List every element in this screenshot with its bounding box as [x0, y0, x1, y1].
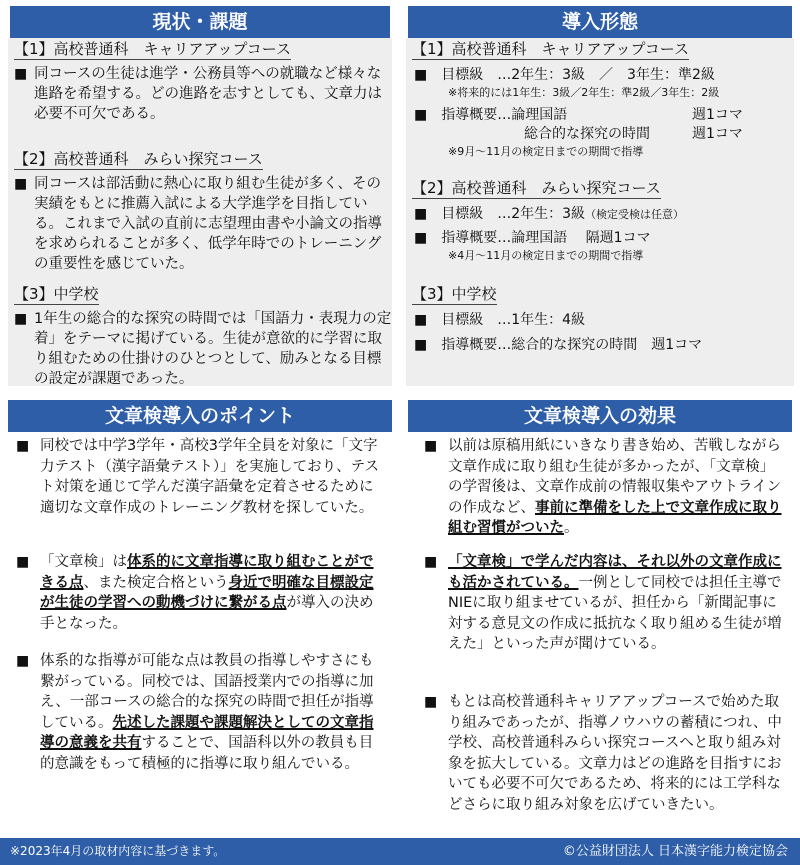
current-s1-text: ■ 同コースの生徒は進学・公務員等への就職など様々な進路を希望する。どの進路を志すとしても、文章力は必要不可欠である。 [14, 66, 382, 122]
form-s1-goal-note: ※将来的には1年生：3級／2年生：準2級／3年生：2級 [448, 86, 720, 99]
bullet-icon: ■ [424, 438, 438, 454]
form-s1-guide-b-time: 週1コマ [692, 126, 743, 142]
bullet-icon: ■ [14, 311, 28, 327]
bullet-icon: ■ [14, 66, 28, 82]
points-p3: ■ 体系的な指導が可能な点は教員の指導しやすさにも繋がっている。同校では、国語授業内での指導に加え、一部コースの総合的な探究の時間で担任が指導している。先述した課題や課題解決としての文章指導の意義を共有することで、国語科以外の教員も目的意識をもって積極的に指導に取り組んでいる。 [16, 653, 374, 772]
bullet-icon: ■ [414, 337, 428, 353]
current-s2-text: ■ 同コースは部活動に熱心に取り組む生徒が多く、その実績をもとに推薦入試による大学進学を目指している。これまで入試の直前に志望理由書や小論文の指導を求められることが多く、低学年時でのトレーニングの重要性を感じていた。 [14, 176, 382, 272]
points-header: 文章検導入のポイント [8, 400, 392, 432]
form-s3-title: 【3】中学校 [412, 285, 497, 303]
current-s3-title: 【3】中学校 [14, 285, 99, 303]
current-s3-text: ■ 1年生の総合的な探究の時間では「国語力・表現力の定着」をテーマに掲げている。生徒が意欲的に学習に取り組むための仕掛けのひとつとして、励みとなる目標の設定が課題であった。 [14, 311, 392, 387]
bullet-icon: ■ [16, 653, 30, 669]
form-s1-title: 【1】高校普通科 キャリアアップコース [412, 40, 689, 58]
bullet-icon: ■ [16, 438, 30, 454]
form-s3-goal: ■ 目標級 …1年生：4級 [414, 312, 586, 328]
form-panel [406, 38, 794, 386]
current-s1-title: 【1】高校普通科 キャリアアップコース [14, 40, 291, 58]
current-s2-title: 【2】高校普通科 みらい探究コース [14, 150, 263, 168]
points-p1: ■ 同校では中学3学年・高校3学年全員を対象に「文字力テスト（漢字語彙テスト）」を実施しており、テスト対策を通じて学んだ漢字語彙を定着させるために適切な文章作成のトレーニング教材を探していた。 [16, 438, 380, 516]
form-s2-guide: ■ 指導概要…論理国語 隔週1コマ [414, 230, 651, 246]
form-s1-guide-a-time: 週1コマ [692, 107, 743, 123]
bullet-icon: ■ [414, 107, 428, 123]
bullet-icon: ■ [424, 554, 438, 570]
footer-org: ©公益財団法人 日本漢字能力検定協会 [562, 844, 788, 859]
form-s2-title: 【2】高校普通科 みらい探究コース [412, 179, 661, 197]
bullet-icon: ■ [424, 694, 438, 710]
bullet-icon: ■ [414, 67, 428, 83]
form-s2-guide-note: ※4月～11月の検定日までの期間で指導 [448, 249, 644, 262]
form-s1-goal: ■ 目標級 …2年生：3級 ／ 3年生：準2級 [414, 67, 715, 83]
bullet-icon: ■ [414, 206, 428, 222]
footer-bar [0, 838, 800, 865]
effects-header: 文章検導入の効果 [408, 400, 792, 432]
footer-note: ※2023年4月の取材内容に基づきます。 [10, 844, 226, 858]
form-s2-goal: ■ 目標級 …2年生：3級（検定受検は任意） [414, 206, 685, 222]
bullet-icon: ■ [414, 312, 428, 328]
form-s1-guide-note: ※9月～11月の検定日までの期間で指導 [448, 145, 644, 158]
current-header: 現状・課題 [10, 6, 390, 38]
form-s3-guide: ■ 指導概要…総合的な探究の時間 週1コマ [414, 337, 703, 353]
bullet-icon: ■ [16, 554, 30, 570]
form-s1-guide-b: 総合的な探究の時間 [524, 126, 650, 142]
bullet-icon: ■ [14, 176, 28, 192]
form-header: 導入形態 [408, 6, 792, 38]
effects-e1: ■ 以前は原稿用紙にいきなり書き始め、苦戦しながら文章作成に取り組む生徒が多かったが、「文章検」の学習後は、文章作成前の情報収集やアウトラインの作成など、事前に準備をした上で文章作成に取り組む習慣がついた。 [424, 438, 782, 536]
bullet-icon: ■ [414, 230, 428, 246]
effects-e2: ■ 「文章検」で学んだ内容は、それ以外の文章作成にも活かされている。一例として同校では担任主導でNIEに取り組ませているが、担任から「新聞記事に対する意見文の作成に抵抗なく取り組める生徒が増えた」といった声が聞けている。 [424, 554, 782, 652]
current-panel [8, 38, 392, 386]
form-s1-guide-a: ■ 指導概要…論理国語 [414, 107, 568, 123]
effects-e3: ■ もとは高校普通科キャリアアップコースで始めた取り組みであったが、指導ノウハウの蓄積につれ、中学校、高校普通科みらい探究コースへと取り組み対象を拡大している。文章力はどの進路を目指すにおいても必要不可欠であるため、将来的には工学科などさらに取り組み対象を広げていきたい。 [424, 694, 782, 813]
points-p2: ■ 「文章検」は体系的に文章指導に取り組むことができる点、また検定合格という身近で明確な目標設定が生徒の学習への動機づけに繋がる点が導入の決め手となった。 [16, 554, 374, 632]
